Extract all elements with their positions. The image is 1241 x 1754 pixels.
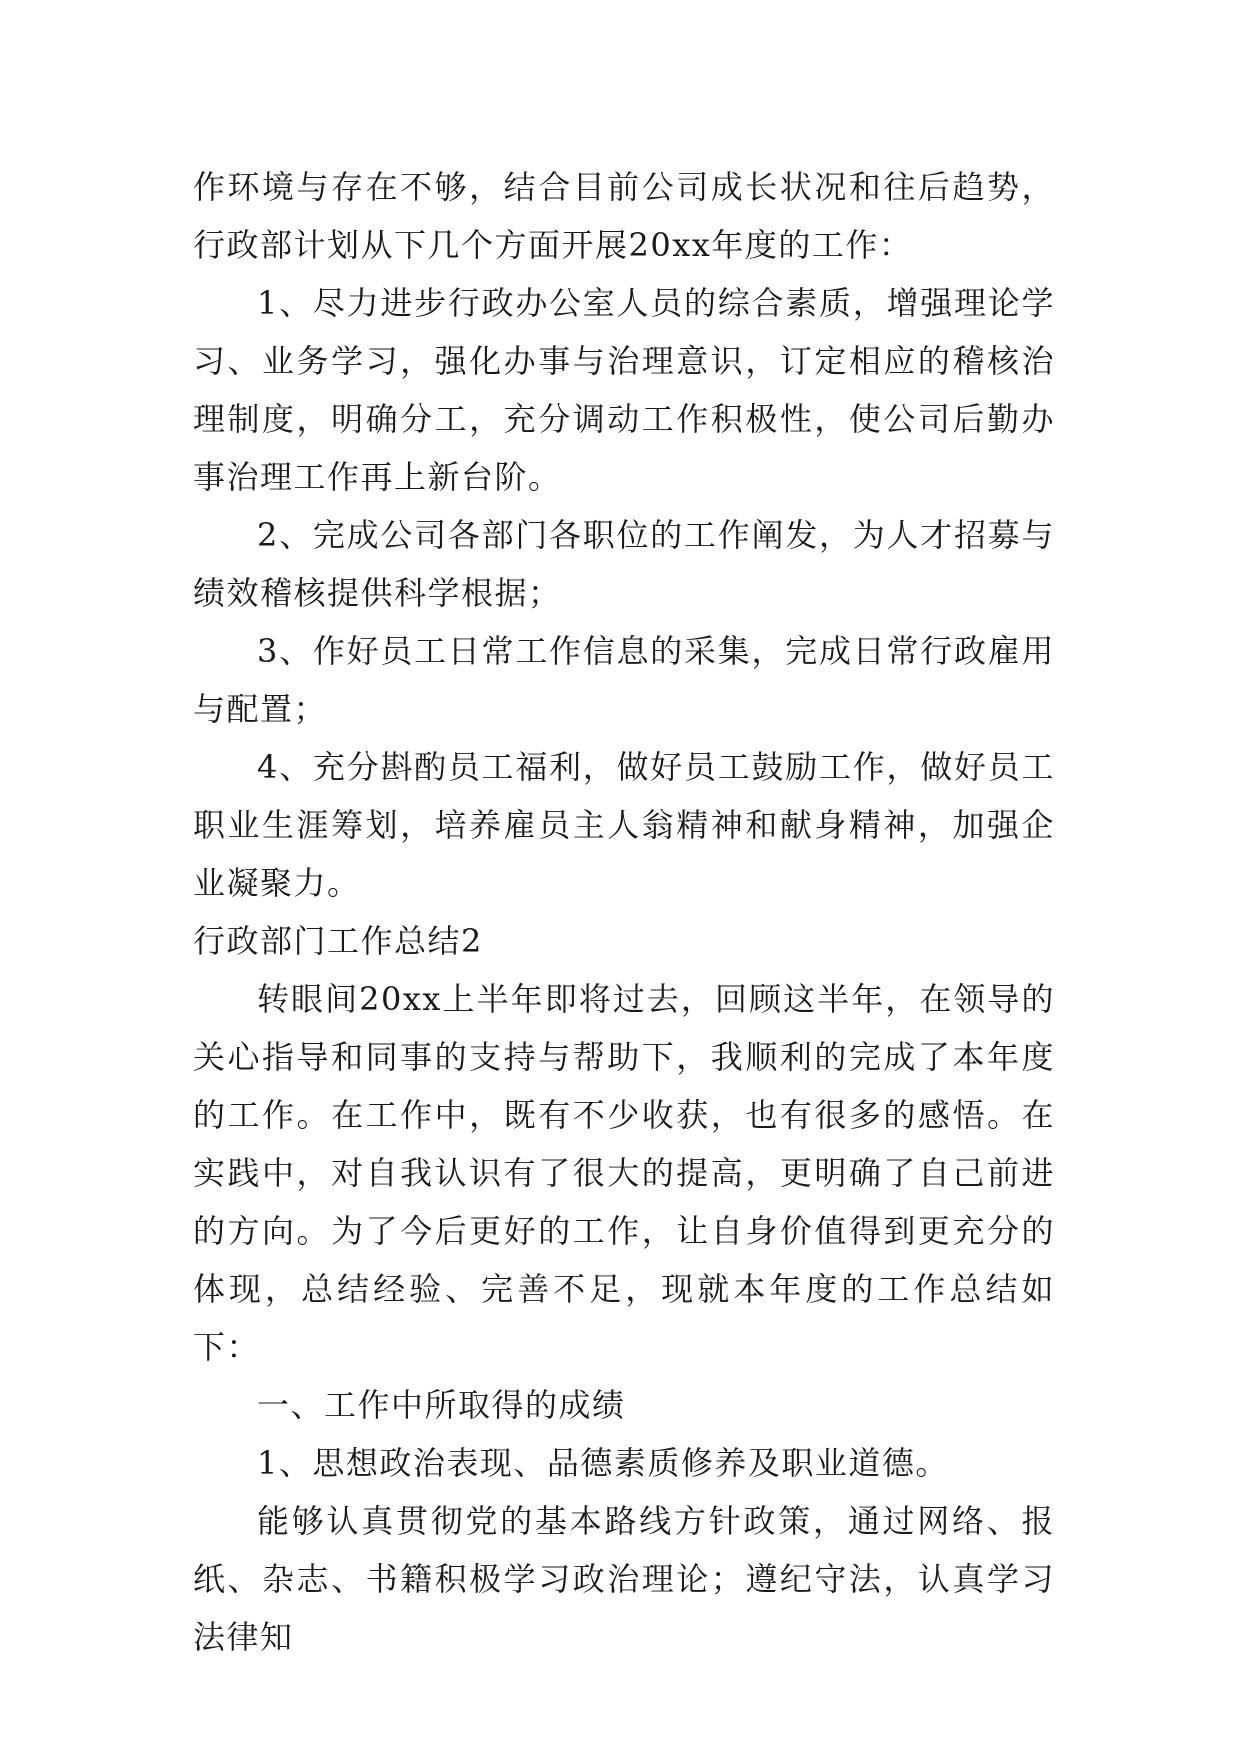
paragraph-subheading: 一、工作中所取得的成绩 <box>257 1386 626 1424</box>
section-heading: 行政部门工作总结2 <box>193 922 483 960</box>
paragraph-item-4: 4、充分斟酌员工福利，做好员工鼓励工作，做好员工职业生涯筹划，培养雇员主人翁精神和献身精神，加强企业凝聚力。 <box>193 748 1055 902</box>
paragraph-continuation: 作环境与存在不够，结合目前公司成长状况和往后趋势，行政部计划从下几个方面开展20xx年度的工作： <box>193 168 1055 264</box>
paragraph-intro: 转眼间20xx上半年即将过去，回顾这半年，在领导的关心指导和同事的支持与帮助下，我顺利的完成了本年度的工作。在工作中，既有不少收获，也有很多的感悟。在实践中，对自我认识有了很大的提高，更明确了自己前进的方向。为了今后更好的工作，让自身价值得到更充分的体现，总结经验、完善不足，现就本年度的工作总结如下： <box>193 980 1055 1366</box>
paragraph-body: 能够认真贯彻党的基本路线方针政策，通过网络、报纸、杂志、书籍积极学习政治理论；遵纪守法，认真学习法律知 <box>193 1502 1055 1656</box>
document-body <box>193 158 1055 1666</box>
paragraph-item-3: 3、作好员工日常工作信息的采集，完成日常行政雇用与配置； <box>193 632 1055 728</box>
paragraph-item-2: 2、完成公司各部门各职位的工作阐发，为人才招募与绩效稽核提供科学根据； <box>193 516 1055 612</box>
paragraph-item-1: 1、尽力进步行政办公室人员的综合素质，增强理论学习、业务学习，强化办事与治理意识，订定相应的稽核治理制度，明确分工，充分调动工作积极性，使公司后勤办事治理工作再上新台阶。 <box>193 284 1055 496</box>
paragraph-point-1: 1、思想政治表现、品德素质修养及职业道德。 <box>257 1444 949 1482</box>
